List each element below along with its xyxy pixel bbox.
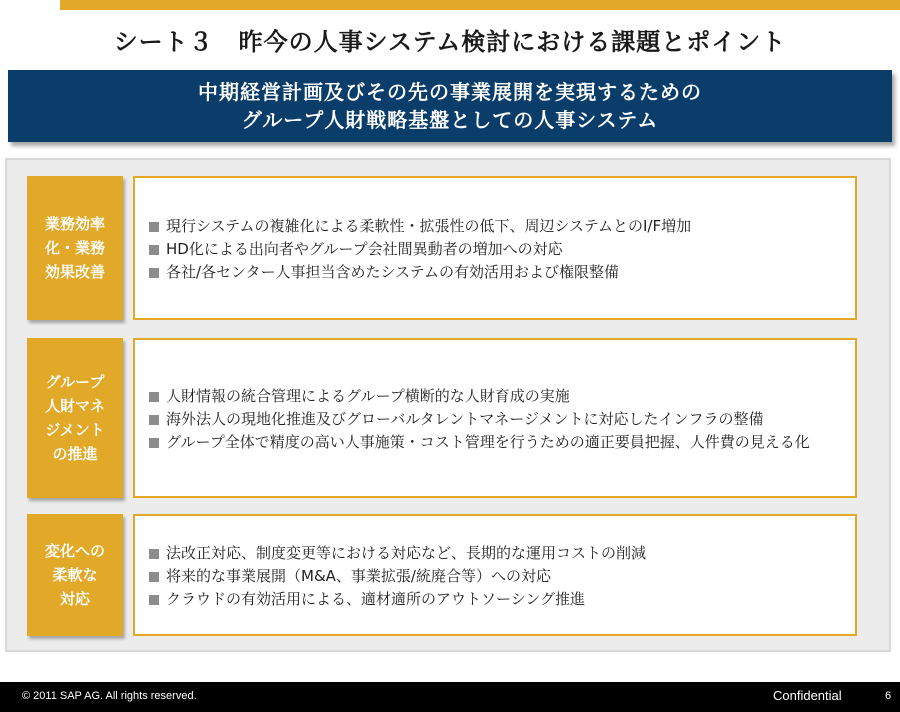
- bullet-item: [149, 565, 841, 588]
- square-bullet-icon: [149, 245, 159, 255]
- footer: [0, 682, 900, 712]
- square-bullet-icon: [149, 268, 159, 278]
- section-content-box: [133, 338, 857, 498]
- banner: [8, 70, 892, 142]
- section-label: グループ 人財マネ ジメント の推進: [27, 338, 123, 498]
- bullet-item: [149, 385, 841, 408]
- bullet-text: 海外法人の現地化推進及びグローバルタレントマネージメントに対応したインフラの整備: [166, 409, 764, 428]
- bullet-text: 現行システムの複雑化による柔軟性・拡張性の低下、周辺システムとのI/F増加: [166, 216, 692, 235]
- copyright-text: © 2011 SAP AG. All rights reserved.: [22, 690, 197, 702]
- bullet-text: 各社/各センター人事担当含めたシステムの有効活用および権限整備: [166, 262, 619, 281]
- bullet-text: 将来的な事業展開（M&A、事業拡張/統廃合等）への対応: [166, 566, 551, 585]
- square-bullet-icon: [149, 222, 159, 232]
- square-bullet-icon: [149, 572, 159, 582]
- bullet-item: [149, 215, 841, 238]
- slide-title: シート３ 昨今の人事システム検討における課題とポイント: [113, 28, 787, 56]
- banner-line-2: グループ人財戦略基盤としての人事システム: [241, 108, 659, 132]
- bullet-text: 法改正対応、制度変更等における対応など、長期的な運用コストの削減: [166, 543, 647, 562]
- bullet-item: [149, 408, 841, 431]
- bullet-item: [149, 431, 841, 454]
- bullet-item: [149, 542, 841, 565]
- top-accent-bar: [60, 0, 900, 10]
- bullet-text: クラウドの有効活用による、適材適所のアウトソーシング推進: [166, 589, 586, 608]
- square-bullet-icon: [149, 595, 159, 605]
- section-flexibility: [27, 514, 865, 636]
- bullet-item: [149, 261, 841, 284]
- section-label: 業務効率 化・業務 効果改善: [27, 176, 123, 320]
- banner-line-1: 中期経営計画及びその先の事業展開を実現するための: [198, 80, 702, 104]
- bullet-text: HD化による出向者やグループ会社間異動者の増加への対応: [166, 239, 563, 258]
- confidential-label: Confidential: [773, 688, 842, 703]
- section-content-box: [133, 514, 857, 636]
- section-efficiency: [27, 176, 865, 320]
- bullet-item: [149, 588, 841, 611]
- bullet-text: 人財情報の統合管理によるグループ横断的な人財育成の実施: [166, 386, 570, 405]
- square-bullet-icon: [149, 392, 159, 402]
- content-panel: [5, 158, 891, 652]
- section-label: 変化への 柔軟な 対応: [27, 514, 123, 636]
- bullet-text: グループ全体で精度の高い人事施策・コスト管理を行うための適正要員把握、人件費の見える化: [166, 432, 810, 451]
- page-number: 6: [885, 690, 892, 702]
- section-group-talent: [27, 338, 865, 498]
- section-content-box: [133, 176, 857, 320]
- square-bullet-icon: [149, 415, 159, 425]
- bullet-item: [149, 238, 841, 261]
- square-bullet-icon: [149, 549, 159, 559]
- square-bullet-icon: [149, 438, 159, 448]
